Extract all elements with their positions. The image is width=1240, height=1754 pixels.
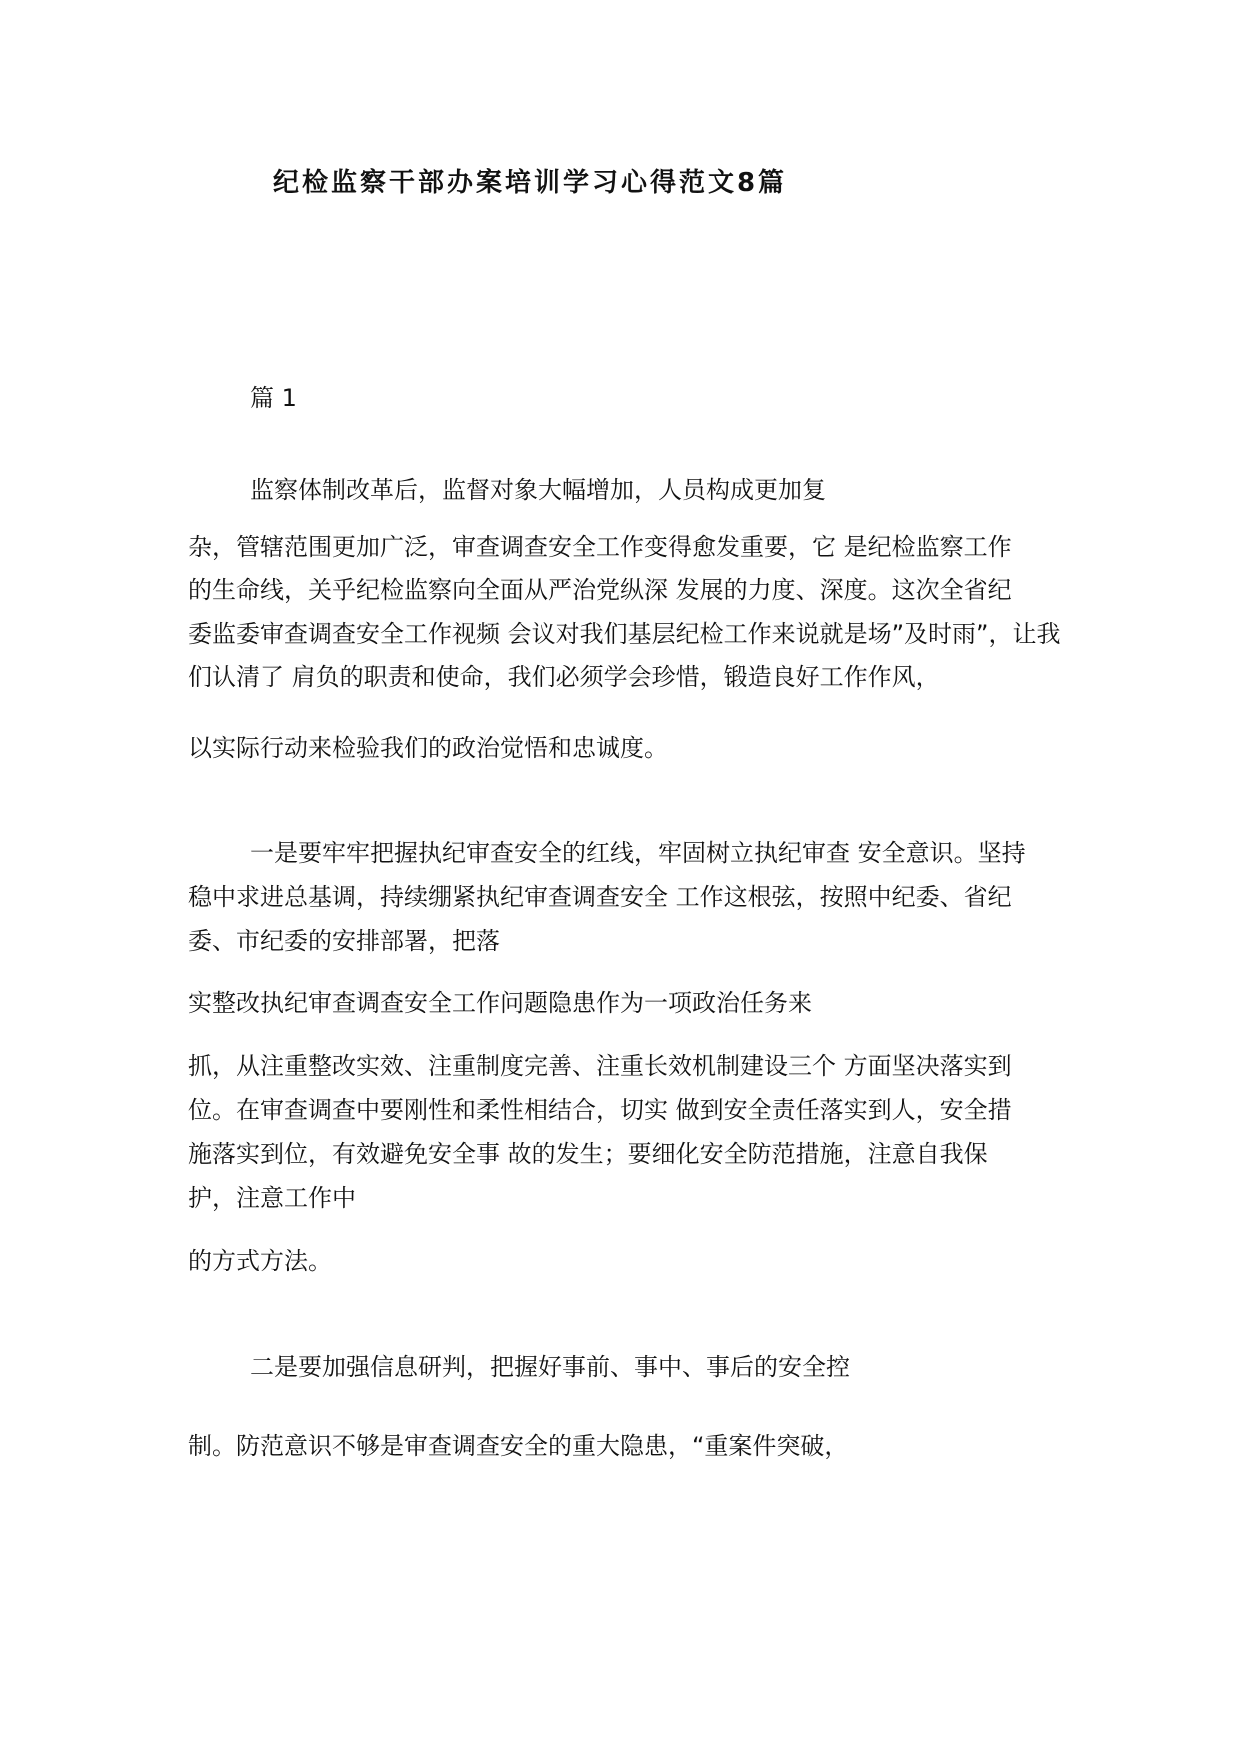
paragraph-line: 施落实到位，有效避免安全事 故的发生；要细化安全防范措施，注意自我保 [188, 1140, 988, 1168]
section-heading: 篇 1 [250, 384, 297, 412]
paragraph-line: 实整改执纪审查调查安全工作问题隐患作为一项政治任务来 [188, 989, 812, 1017]
paragraph-line: 位。在审查调查中要刚性和柔性相结合，切实 做到安全责任落实到人，安全措 [188, 1096, 1012, 1124]
paragraph-line: 委监委审查调查安全工作视频 会议对我们基层纪检工作来说就是场”及时雨”，让我 [188, 620, 1061, 648]
paragraph-line: 以实际行动来检验我们的政治觉悟和忠诚度。 [188, 734, 668, 762]
paragraph-line: 的方式方法。 [188, 1247, 332, 1275]
paragraph-line: 委、市纪委的安排部署，把落 [188, 927, 500, 955]
paragraph-line: 的生命线，关乎纪检监察向全面从严治党纵深 发展的力度、深度。这次全省纪 [188, 576, 1012, 604]
paragraph-line: 们认清了 肩负的职责和使命，我们必须学会珍惜，锻造良好工作作风， [188, 663, 940, 691]
paragraph-line: 监察体制改革后，监督对象大幅增加，人员构成更加复 [250, 476, 826, 504]
paragraph-line: 抓，从注重整改实效、注重制度完善、注重长效机制建设三个 方面坚决落实到 [188, 1052, 1012, 1080]
paragraph-line: 一是要牢牢把握执纪审查安全的红线，牢固树立执纪审查 安全意识。坚持 [250, 839, 1026, 867]
paragraph-line: 护，注意工作中 [188, 1184, 356, 1212]
paragraph-line: 制。防范意识不够是审查调查安全的重大隐患，“重案件突破， [188, 1432, 849, 1460]
paragraph-line: 二是要加强信息研判，把握好事前、事中、事后的安全控 [250, 1353, 850, 1381]
document-title: 纪检监察干部办案培训学习心得范文8篇 [272, 168, 788, 198]
paragraph-line: 稳中求进总基调，持续绷紧执纪审查调查安全 工作这根弦，按照中纪委、省纪 [188, 883, 1012, 911]
paragraph-line: 杂，管辖范围更加广泛，审查调查安全工作变得愈发重要，它 是纪检监察工作 [188, 533, 1012, 561]
